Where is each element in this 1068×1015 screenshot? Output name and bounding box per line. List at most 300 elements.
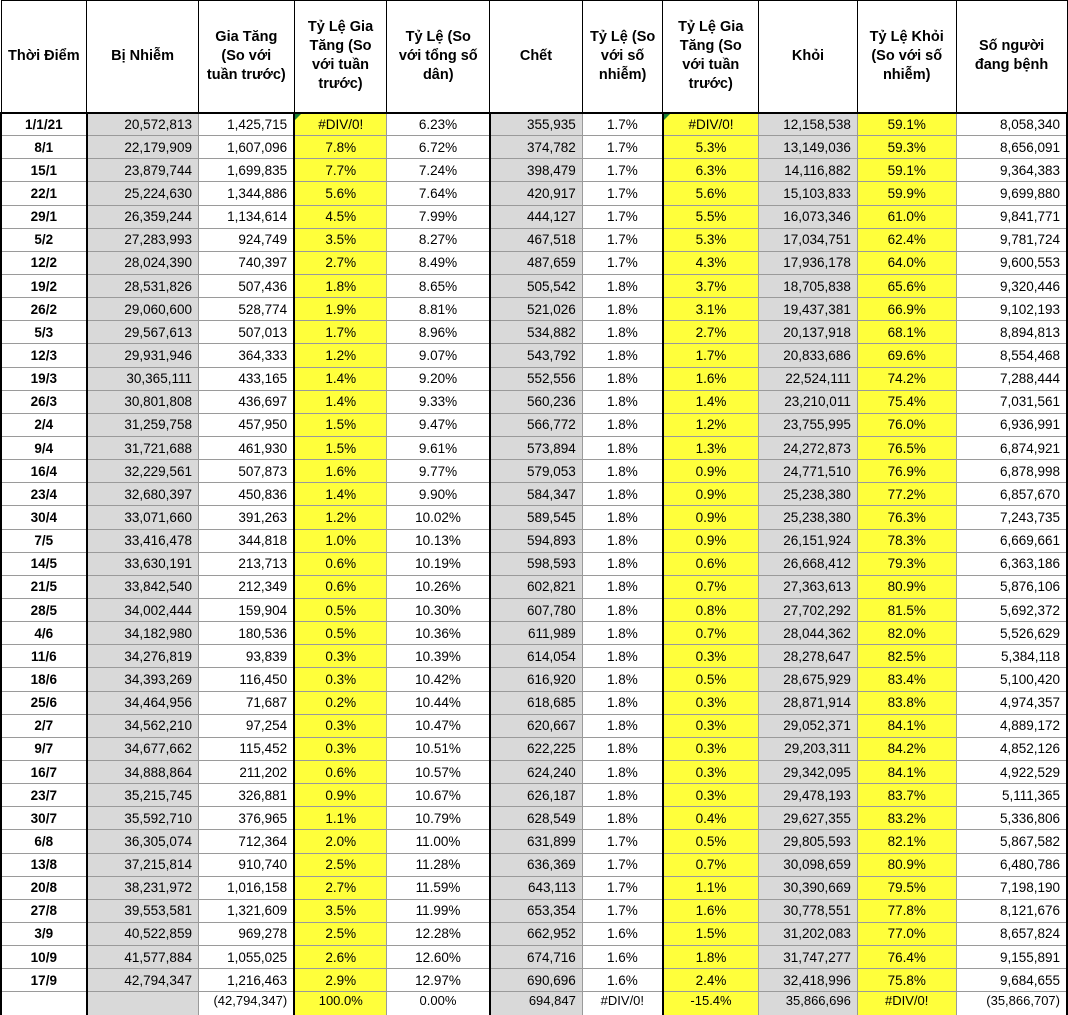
cell-infected[interactable]: 20,572,813 (87, 113, 199, 136)
cell-increase[interactable]: 1,016,158 (198, 876, 294, 899)
cell-death-increase-rate[interactable]: 0.7% (663, 853, 759, 876)
cell-deaths[interactable]: 611,989 (490, 622, 583, 645)
cell-increase-rate[interactable]: 1.7% (294, 321, 387, 344)
cell-death-increase-rate[interactable]: 1.6% (663, 367, 759, 390)
cell-date[interactable]: 9/4 (1, 436, 87, 459)
cell-recovery-rate[interactable]: 83.7% (857, 784, 956, 807)
cell-increase-rate[interactable]: 1.4% (294, 390, 387, 413)
cell-increase-rate[interactable]: 1.6% (294, 460, 387, 483)
cell-death-rate[interactable]: 1.8% (582, 436, 663, 459)
cell-recovered[interactable]: 31,747,277 (759, 946, 858, 969)
cell-active[interactable]: 5,526,629 (956, 622, 1067, 645)
cell-recovered[interactable]: 29,052,371 (759, 714, 858, 737)
cell-increase-rate[interactable]: 5.6% (294, 182, 387, 205)
cell-recovery-rate[interactable]: 75.4% (857, 390, 956, 413)
cell-population-rate[interactable]: 11.28% (387, 853, 490, 876)
cell-death-rate[interactable]: 1.6% (582, 969, 663, 992)
cell-death-increase-rate[interactable]: 5.3% (663, 228, 759, 251)
cell-date[interactable]: 2/7 (1, 714, 87, 737)
cell-recovery-rate[interactable]: 76.4% (857, 946, 956, 969)
cell-active[interactable]: (35,866,707) (956, 992, 1067, 1015)
cell-increase[interactable]: 1,607,096 (198, 136, 294, 159)
cell-date[interactable]: 15/1 (1, 159, 87, 182)
cell-death-increase-rate[interactable]: 0.3% (663, 784, 759, 807)
cell-infected[interactable]: 30,801,808 (87, 390, 199, 413)
cell-deaths[interactable]: 614,054 (490, 645, 583, 668)
cell-recovery-rate[interactable]: 75.8% (857, 969, 956, 992)
cell-active[interactable]: 5,100,420 (956, 668, 1067, 691)
cell-increase-rate[interactable]: 0.3% (294, 645, 387, 668)
cell-death-rate[interactable]: 1.6% (582, 922, 663, 945)
cell-death-increase-rate[interactable]: 5.6% (663, 182, 759, 205)
cell-deaths[interactable]: 579,053 (490, 460, 583, 483)
cell-infected[interactable]: 42,794,347 (87, 969, 199, 992)
header-recovered[interactable]: Khỏi (759, 1, 858, 113)
cell-deaths[interactable]: 628,549 (490, 807, 583, 830)
cell-date[interactable] (1, 992, 87, 1015)
cell-population-rate[interactable]: 9.47% (387, 413, 490, 436)
cell-deaths[interactable]: 674,716 (490, 946, 583, 969)
cell-increase[interactable]: 180,536 (198, 622, 294, 645)
cell-recovery-rate[interactable]: 83.4% (857, 668, 956, 691)
cell-increase-rate[interactable]: 1.2% (294, 506, 387, 529)
cell-population-rate[interactable]: 11.99% (387, 899, 490, 922)
cell-deaths[interactable]: 626,187 (490, 784, 583, 807)
cell-infected[interactable] (87, 992, 199, 1015)
cell-recovered[interactable]: 35,866,696 (759, 992, 858, 1015)
cell-death-rate[interactable]: 1.7% (582, 113, 663, 136)
cell-death-increase-rate[interactable]: 1.5% (663, 922, 759, 945)
cell-deaths[interactable]: 552,556 (490, 367, 583, 390)
cell-recovery-rate[interactable]: 76.9% (857, 460, 956, 483)
cell-deaths[interactable]: 694,847 (490, 992, 583, 1015)
cell-population-rate[interactable]: 11.00% (387, 830, 490, 853)
cell-death-increase-rate[interactable]: 1.8% (663, 946, 759, 969)
cell-deaths[interactable]: 607,780 (490, 598, 583, 621)
cell-recovered[interactable]: 20,833,686 (759, 344, 858, 367)
cell-recovered[interactable]: 18,705,838 (759, 274, 858, 297)
cell-increase[interactable]: 924,749 (198, 228, 294, 251)
cell-infected[interactable]: 31,259,758 (87, 413, 199, 436)
cell-population-rate[interactable]: 9.20% (387, 367, 490, 390)
cell-death-rate[interactable]: 1.8% (582, 714, 663, 737)
cell-deaths[interactable]: 521,026 (490, 298, 583, 321)
cell-recovered[interactable]: 24,771,510 (759, 460, 858, 483)
cell-date[interactable]: 12/2 (1, 251, 87, 274)
cell-date[interactable]: 2/4 (1, 413, 87, 436)
cell-recovered[interactable]: 23,210,011 (759, 390, 858, 413)
cell-active[interactable]: 9,364,383 (956, 159, 1067, 182)
cell-increase-rate[interactable]: 1.2% (294, 344, 387, 367)
cell-increase[interactable]: 740,397 (198, 251, 294, 274)
cell-active[interactable]: 8,657,824 (956, 922, 1067, 945)
cell-date[interactable]: 3/9 (1, 922, 87, 945)
cell-deaths[interactable]: 355,935 (490, 113, 583, 136)
cell-population-rate[interactable]: 10.47% (387, 714, 490, 737)
cell-death-rate[interactable]: 1.8% (582, 483, 663, 506)
cell-increase[interactable]: 461,930 (198, 436, 294, 459)
cell-deaths[interactable]: 598,593 (490, 552, 583, 575)
cell-recovered[interactable]: 29,478,193 (759, 784, 858, 807)
cell-deaths[interactable]: 602,821 (490, 575, 583, 598)
cell-active[interactable]: 5,384,118 (956, 645, 1067, 668)
cell-increase[interactable]: 969,278 (198, 922, 294, 945)
cell-recovery-rate[interactable]: 84.2% (857, 737, 956, 760)
cell-death-increase-rate[interactable]: 1.4% (663, 390, 759, 413)
cell-infected[interactable]: 31,721,688 (87, 436, 199, 459)
cell-infected[interactable]: 28,531,826 (87, 274, 199, 297)
cell-date[interactable]: 8/1 (1, 136, 87, 159)
cell-increase[interactable]: 528,774 (198, 298, 294, 321)
cell-increase-rate[interactable]: 2.9% (294, 969, 387, 992)
cell-active[interactable]: 6,669,661 (956, 529, 1067, 552)
cell-recovery-rate[interactable]: 77.2% (857, 483, 956, 506)
cell-deaths[interactable]: 543,792 (490, 344, 583, 367)
cell-death-increase-rate[interactable]: 0.3% (663, 691, 759, 714)
cell-date[interactable]: 12/3 (1, 344, 87, 367)
cell-increase-rate[interactable]: 0.3% (294, 714, 387, 737)
cell-date[interactable]: 16/4 (1, 460, 87, 483)
cell-death-rate[interactable]: 1.7% (582, 228, 663, 251)
cell-death-increase-rate[interactable]: 2.7% (663, 321, 759, 344)
cell-death-increase-rate[interactable]: 3.1% (663, 298, 759, 321)
cell-recovery-rate[interactable]: 83.8% (857, 691, 956, 714)
header-population-rate[interactable]: Tỷ Lệ (So với tổng số dân) (387, 1, 490, 113)
cell-date[interactable]: 18/6 (1, 668, 87, 691)
cell-increase[interactable]: 433,165 (198, 367, 294, 390)
cell-death-rate[interactable]: 1.7% (582, 853, 663, 876)
cell-recovery-rate[interactable]: 83.2% (857, 807, 956, 830)
cell-death-rate[interactable]: 1.8% (582, 460, 663, 483)
cell-infected[interactable]: 40,522,859 (87, 922, 199, 945)
cell-increase[interactable]: 391,263 (198, 506, 294, 529)
cell-date[interactable]: 29/1 (1, 205, 87, 228)
cell-death-rate[interactable]: 1.8% (582, 344, 663, 367)
cell-deaths[interactable]: 444,127 (490, 205, 583, 228)
cell-recovered[interactable]: 29,203,311 (759, 737, 858, 760)
cell-death-increase-rate[interactable]: -15.4% (663, 992, 759, 1015)
cell-infected[interactable]: 34,888,864 (87, 760, 199, 783)
cell-active[interactable]: 9,102,193 (956, 298, 1067, 321)
cell-date[interactable]: 10/9 (1, 946, 87, 969)
cell-increase-rate[interactable]: 1.5% (294, 436, 387, 459)
cell-death-rate[interactable]: 1.8% (582, 413, 663, 436)
cell-active[interactable]: 5,111,365 (956, 784, 1067, 807)
cell-increase[interactable]: 436,697 (198, 390, 294, 413)
cell-increase[interactable]: 344,818 (198, 529, 294, 552)
cell-death-increase-rate[interactable]: 0.7% (663, 575, 759, 598)
cell-deaths[interactable]: 398,479 (490, 159, 583, 182)
cell-increase-rate[interactable]: 1.4% (294, 367, 387, 390)
cell-active[interactable]: 6,857,670 (956, 483, 1067, 506)
cell-recovered[interactable]: 31,202,083 (759, 922, 858, 945)
cell-increase[interactable]: 213,713 (198, 552, 294, 575)
cell-increase-rate[interactable]: 0.6% (294, 760, 387, 783)
cell-deaths[interactable]: 643,113 (490, 876, 583, 899)
cell-active[interactable]: 6,363,186 (956, 552, 1067, 575)
cell-recovery-rate[interactable]: 64.0% (857, 251, 956, 274)
cell-death-rate[interactable]: 1.8% (582, 575, 663, 598)
cell-recovered[interactable]: 29,627,355 (759, 807, 858, 830)
cell-death-increase-rate[interactable]: 4.3% (663, 251, 759, 274)
cell-deaths[interactable]: 594,893 (490, 529, 583, 552)
cell-recovered[interactable]: 29,805,593 (759, 830, 858, 853)
cell-population-rate[interactable]: 8.27% (387, 228, 490, 251)
cell-increase-rate[interactable]: 2.6% (294, 946, 387, 969)
cell-death-increase-rate[interactable]: 0.4% (663, 807, 759, 830)
cell-recovery-rate[interactable]: 77.0% (857, 922, 956, 945)
header-recovery-rate[interactable]: Tỷ Lệ Khỏi (So với số nhiễm) (857, 1, 956, 113)
cell-death-rate[interactable]: 1.8% (582, 784, 663, 807)
cell-date[interactable]: 22/1 (1, 182, 87, 205)
cell-infected[interactable]: 29,931,946 (87, 344, 199, 367)
cell-date[interactable]: 6/8 (1, 830, 87, 853)
cell-increase-rate[interactable]: 1.5% (294, 413, 387, 436)
cell-active[interactable]: 8,121,676 (956, 899, 1067, 922)
cell-population-rate[interactable]: 8.65% (387, 274, 490, 297)
cell-infected[interactable]: 34,276,819 (87, 645, 199, 668)
cell-death-rate[interactable]: 1.7% (582, 159, 663, 182)
cell-death-rate[interactable]: 1.7% (582, 251, 663, 274)
cell-death-increase-rate[interactable]: 0.8% (663, 598, 759, 621)
cell-deaths[interactable]: 560,236 (490, 390, 583, 413)
cell-deaths[interactable]: 584,347 (490, 483, 583, 506)
cell-active[interactable]: 7,198,190 (956, 876, 1067, 899)
cell-population-rate[interactable]: 10.36% (387, 622, 490, 645)
cell-death-rate[interactable]: 1.8% (582, 598, 663, 621)
cell-deaths[interactable]: 566,772 (490, 413, 583, 436)
cell-active[interactable]: 6,936,991 (956, 413, 1067, 436)
cell-active[interactable]: 5,336,806 (956, 807, 1067, 830)
cell-population-rate[interactable]: 10.19% (387, 552, 490, 575)
header-death-increase-rate[interactable]: Tỷ Lệ Gia Tăng (So với tuần trước) (663, 1, 759, 113)
cell-death-rate[interactable]: 1.8% (582, 668, 663, 691)
cell-recovered[interactable]: 24,272,873 (759, 436, 858, 459)
cell-death-rate[interactable]: 1.7% (582, 830, 663, 853)
cell-deaths[interactable]: 624,240 (490, 760, 583, 783)
cell-deaths[interactable]: 573,894 (490, 436, 583, 459)
cell-infected[interactable]: 27,283,993 (87, 228, 199, 251)
cell-infected[interactable]: 25,224,630 (87, 182, 199, 205)
cell-recovery-rate[interactable]: 79.5% (857, 876, 956, 899)
header-increase[interactable]: Gia Tăng (So với tuần trước) (198, 1, 294, 113)
cell-infected[interactable]: 22,179,909 (87, 136, 199, 159)
cell-population-rate[interactable]: 10.02% (387, 506, 490, 529)
cell-recovered[interactable]: 25,238,380 (759, 506, 858, 529)
cell-death-increase-rate[interactable]: #DIV/0! (663, 113, 759, 136)
cell-increase[interactable]: 93,839 (198, 645, 294, 668)
cell-recovery-rate[interactable]: 84.1% (857, 714, 956, 737)
cell-recovered[interactable]: 17,034,751 (759, 228, 858, 251)
cell-active[interactable]: 8,554,468 (956, 344, 1067, 367)
cell-deaths[interactable]: 616,920 (490, 668, 583, 691)
cell-infected[interactable]: 34,393,269 (87, 668, 199, 691)
cell-population-rate[interactable]: 7.99% (387, 205, 490, 228)
cell-population-rate[interactable]: 6.23% (387, 113, 490, 136)
cell-active[interactable]: 4,889,172 (956, 714, 1067, 737)
cell-deaths[interactable]: 374,782 (490, 136, 583, 159)
cell-infected[interactable]: 36,305,074 (87, 830, 199, 853)
cell-recovered[interactable]: 27,363,613 (759, 575, 858, 598)
cell-date[interactable]: 14/5 (1, 552, 87, 575)
cell-recovery-rate[interactable]: 81.5% (857, 598, 956, 621)
cell-infected[interactable]: 39,553,581 (87, 899, 199, 922)
cell-recovered[interactable]: 17,936,178 (759, 251, 858, 274)
cell-infected[interactable]: 26,359,244 (87, 205, 199, 228)
cell-recovered[interactable]: 30,098,659 (759, 853, 858, 876)
cell-active[interactable]: 9,684,655 (956, 969, 1067, 992)
cell-increase-rate[interactable]: 0.6% (294, 552, 387, 575)
cell-death-increase-rate[interactable]: 0.9% (663, 460, 759, 483)
cell-date[interactable]: 13/8 (1, 853, 87, 876)
cell-death-rate[interactable]: 1.8% (582, 807, 663, 830)
cell-increase[interactable]: 115,452 (198, 737, 294, 760)
cell-recovery-rate[interactable]: 82.1% (857, 830, 956, 853)
cell-date[interactable]: 23/7 (1, 784, 87, 807)
cell-active[interactable]: 6,874,921 (956, 436, 1067, 459)
cell-date[interactable]: 5/2 (1, 228, 87, 251)
cell-infected[interactable]: 35,592,710 (87, 807, 199, 830)
cell-recovery-rate[interactable]: 62.4% (857, 228, 956, 251)
cell-recovery-rate[interactable]: 59.1% (857, 159, 956, 182)
cell-death-rate[interactable]: 1.8% (582, 298, 663, 321)
header-death-rate[interactable]: Tỷ Lệ (So với số nhiễm) (582, 1, 663, 113)
cell-recovered[interactable]: 27,702,292 (759, 598, 858, 621)
cell-increase[interactable]: 457,950 (198, 413, 294, 436)
cell-death-increase-rate[interactable]: 0.5% (663, 668, 759, 691)
cell-deaths[interactable]: 620,667 (490, 714, 583, 737)
cell-population-rate[interactable]: 10.39% (387, 645, 490, 668)
cell-population-rate[interactable]: 9.90% (387, 483, 490, 506)
cell-date[interactable]: 26/2 (1, 298, 87, 321)
cell-increase-rate[interactable]: 2.5% (294, 853, 387, 876)
cell-infected[interactable]: 29,567,613 (87, 321, 199, 344)
cell-date[interactable]: 19/2 (1, 274, 87, 297)
cell-population-rate[interactable]: 10.44% (387, 691, 490, 714)
cell-death-increase-rate[interactable]: 5.5% (663, 205, 759, 228)
cell-population-rate[interactable]: 12.28% (387, 922, 490, 945)
cell-deaths[interactable]: 589,545 (490, 506, 583, 529)
cell-death-rate[interactable]: 1.6% (582, 946, 663, 969)
cell-deaths[interactable]: 467,518 (490, 228, 583, 251)
cell-increase-rate[interactable]: 0.5% (294, 622, 387, 645)
cell-recovered[interactable]: 28,675,929 (759, 668, 858, 691)
cell-recovered[interactable]: 26,668,412 (759, 552, 858, 575)
cell-recovery-rate[interactable]: 82.5% (857, 645, 956, 668)
cell-recovery-rate[interactable]: 68.1% (857, 321, 956, 344)
cell-recovered[interactable]: 19,437,381 (759, 298, 858, 321)
cell-death-rate[interactable]: 1.7% (582, 876, 663, 899)
cell-recovery-rate[interactable]: 76.3% (857, 506, 956, 529)
cell-recovery-rate[interactable]: 59.1% (857, 113, 956, 136)
cell-date[interactable]: 19/3 (1, 367, 87, 390)
cell-increase-rate[interactable]: 7.8% (294, 136, 387, 159)
cell-death-rate[interactable]: 1.8% (582, 737, 663, 760)
cell-population-rate[interactable]: 11.59% (387, 876, 490, 899)
cell-increase[interactable]: 507,873 (198, 460, 294, 483)
cell-increase-rate[interactable]: 1.9% (294, 298, 387, 321)
header-date[interactable]: Thời Điểm (1, 1, 87, 113)
cell-deaths[interactable]: 662,952 (490, 922, 583, 945)
cell-death-increase-rate[interactable]: 0.9% (663, 483, 759, 506)
cell-increase[interactable]: 212,349 (198, 575, 294, 598)
cell-population-rate[interactable]: 8.49% (387, 251, 490, 274)
cell-increase-rate[interactable]: 3.5% (294, 899, 387, 922)
cell-increase-rate[interactable]: 1.0% (294, 529, 387, 552)
cell-date[interactable]: 5/3 (1, 321, 87, 344)
cell-population-rate[interactable]: 10.67% (387, 784, 490, 807)
cell-infected[interactable]: 33,842,540 (87, 575, 199, 598)
cell-increase-rate[interactable]: 0.9% (294, 784, 387, 807)
cell-recovery-rate[interactable]: 76.0% (857, 413, 956, 436)
cell-increase-rate[interactable]: 0.3% (294, 668, 387, 691)
cell-population-rate[interactable]: 10.13% (387, 529, 490, 552)
cell-infected[interactable]: 34,002,444 (87, 598, 199, 621)
cell-recovery-rate[interactable]: 80.9% (857, 575, 956, 598)
cell-active[interactable]: 9,600,553 (956, 251, 1067, 274)
cell-recovered[interactable]: 28,044,362 (759, 622, 858, 645)
cell-recovery-rate[interactable]: 79.3% (857, 552, 956, 575)
cell-death-rate[interactable]: 1.8% (582, 274, 663, 297)
cell-active[interactable]: 8,656,091 (956, 136, 1067, 159)
cell-increase-rate[interactable]: 1.1% (294, 807, 387, 830)
cell-death-increase-rate[interactable]: 0.7% (663, 622, 759, 645)
cell-infected[interactable]: 34,182,980 (87, 622, 199, 645)
cell-death-rate[interactable]: 1.8% (582, 367, 663, 390)
cell-increase[interactable]: 1,055,025 (198, 946, 294, 969)
cell-active[interactable]: 4,974,357 (956, 691, 1067, 714)
cell-increase-rate[interactable]: 1.8% (294, 274, 387, 297)
cell-infected[interactable]: 37,215,814 (87, 853, 199, 876)
cell-death-rate[interactable]: 1.8% (582, 390, 663, 413)
cell-death-increase-rate[interactable]: 1.6% (663, 899, 759, 922)
cell-death-increase-rate[interactable]: 5.3% (663, 136, 759, 159)
cell-date[interactable]: 17/9 (1, 969, 87, 992)
cell-infected[interactable]: 33,630,191 (87, 552, 199, 575)
cell-active[interactable]: 4,922,529 (956, 760, 1067, 783)
cell-infected[interactable]: 34,677,662 (87, 737, 199, 760)
cell-increase[interactable]: 376,965 (198, 807, 294, 830)
cell-infected[interactable]: 28,024,390 (87, 251, 199, 274)
cell-active[interactable]: 9,699,880 (956, 182, 1067, 205)
cell-increase-rate[interactable]: 2.7% (294, 876, 387, 899)
cell-deaths[interactable]: 618,685 (490, 691, 583, 714)
cell-active[interactable]: 6,878,998 (956, 460, 1067, 483)
header-increase-rate[interactable]: Tỷ Lệ Gia Tăng (So với tuần trước) (294, 1, 387, 113)
cell-increase[interactable]: (42,794,347) (198, 992, 294, 1015)
cell-increase-rate[interactable]: 2.0% (294, 830, 387, 853)
cell-death-increase-rate[interactable]: 0.5% (663, 830, 759, 853)
cell-recovery-rate[interactable]: 77.8% (857, 899, 956, 922)
cell-recovered[interactable]: 30,390,669 (759, 876, 858, 899)
cell-deaths[interactable]: 622,225 (490, 737, 583, 760)
cell-increase[interactable]: 1,344,886 (198, 182, 294, 205)
cell-death-increase-rate[interactable]: 0.9% (663, 506, 759, 529)
cell-increase[interactable]: 910,740 (198, 853, 294, 876)
cell-population-rate[interactable]: 12.60% (387, 946, 490, 969)
cell-population-rate[interactable]: 9.61% (387, 436, 490, 459)
cell-infected[interactable]: 34,464,956 (87, 691, 199, 714)
cell-infected[interactable]: 23,879,744 (87, 159, 199, 182)
cell-recovery-rate[interactable]: 78.3% (857, 529, 956, 552)
cell-recovered[interactable]: 13,149,036 (759, 136, 858, 159)
cell-active[interactable]: 7,288,444 (956, 367, 1067, 390)
cell-increase-rate[interactable]: 2.7% (294, 251, 387, 274)
cell-death-increase-rate[interactable]: 0.3% (663, 760, 759, 783)
cell-date[interactable]: 11/6 (1, 645, 87, 668)
cell-increase[interactable]: 1,425,715 (198, 113, 294, 136)
cell-increase[interactable]: 1,216,463 (198, 969, 294, 992)
